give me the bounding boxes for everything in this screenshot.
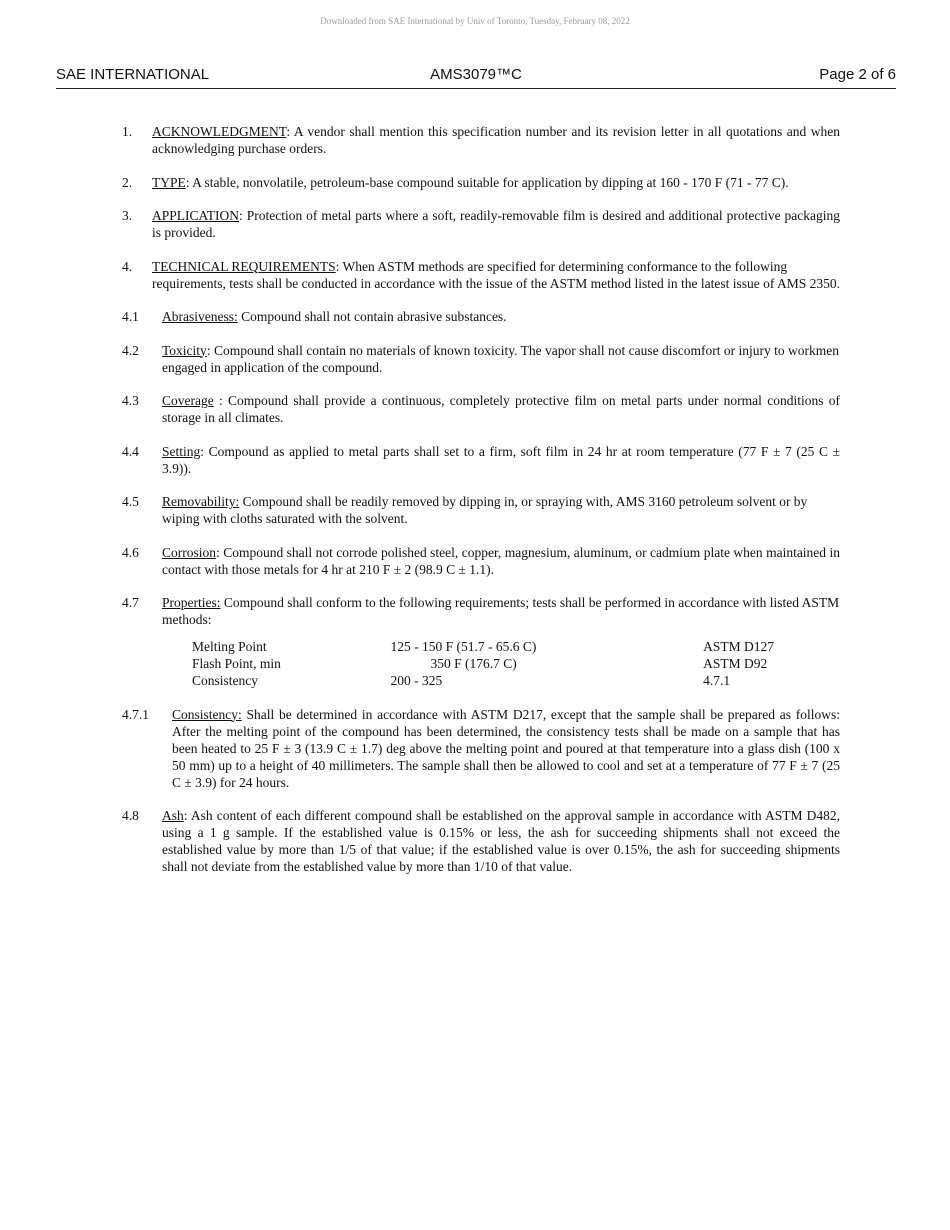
section-number: 4.4 bbox=[122, 443, 139, 459]
property-method: ASTM D127 bbox=[703, 639, 774, 654]
section-text: Compound shall not contain abrasive substances. bbox=[237, 309, 507, 324]
header-doc-number: AMS3079™C bbox=[430, 66, 522, 83]
section-title: APPLICATION bbox=[152, 208, 240, 223]
section-number: 4.2 bbox=[122, 342, 139, 358]
section-text: Compound shall be readily removed by dipping in, or spraying with, AMS 3160 petroleum solvent or by wiping with cloths saturated with the solvent. bbox=[162, 494, 808, 526]
section-title: Abrasiveness: bbox=[162, 309, 238, 324]
section-4-2-toxicity bbox=[122, 342, 840, 376]
table-row bbox=[192, 672, 840, 689]
properties-table bbox=[192, 638, 840, 689]
section-title: Coverage bbox=[162, 393, 214, 408]
section-separator: : bbox=[185, 174, 190, 190]
section-4-1-abrasiveness bbox=[122, 308, 840, 325]
section-separator: : bbox=[286, 124, 291, 139]
section-text: Compound as applied to metal parts shall set to a firm, soft film in 24 hr at room temperature (77 F ± 7 (25 C ± 3.9)). bbox=[162, 443, 840, 476]
section-number: 4.7 bbox=[122, 595, 139, 610]
section-title: Ash bbox=[162, 808, 184, 823]
section-4-4-setting bbox=[122, 443, 840, 477]
section-text: When ASTM methods are specified for determining conformance to the following requirements, tests shall be conducted in accordance with the issue of the ASTM method listed in the latest issue of AMS 2350. bbox=[152, 258, 840, 291]
property-value: 350 F (176.7 C) bbox=[430, 656, 517, 671]
property-method: 4.7.1 bbox=[703, 673, 731, 688]
header-org: SAE INTERNATIONAL bbox=[56, 66, 210, 83]
section-number: 1. bbox=[122, 124, 133, 139]
section-4-technical-requirements bbox=[122, 258, 840, 292]
section-text: Protection of metal parts where a soft, readily-removable film is desired and additional protective packaging is provided. bbox=[152, 208, 840, 240]
section-4-6-corrosion bbox=[122, 544, 840, 578]
section-number: 4.3 bbox=[122, 393, 139, 408]
property-method: ASTM D92 bbox=[703, 656, 768, 671]
section-title: ACKNOWLEDGMENT bbox=[152, 124, 287, 139]
section-title: Consistency: bbox=[172, 706, 242, 722]
section-text: Compound shall provide a continuous, completely protective film on metal parts under normal conditions of storage in all climates. bbox=[162, 393, 840, 425]
section-2-type bbox=[122, 174, 840, 191]
section-separator: : bbox=[335, 258, 340, 274]
section-number: 4.5 bbox=[122, 494, 139, 509]
section-text: Shall be determined in accordance with ASTM D217, except that the sample shall be prepared as follows: After the melting point of the compound has been determined, the consistency tests shall be made on a sample that has been heated to 25 F ± 3 (13.9 C ± 1.7) deg above the melting point and poured at that temperature into a glass dish (100 x 50 mm) up to a height of 40 millimeters. The sample shall then be allowed to cool and set at a temperature of 77 F ± 7 (25 C ± 3.9) for 24 hours. bbox=[172, 706, 840, 790]
section-4-8-ash bbox=[122, 807, 840, 875]
section-title: TECHNICAL REQUIREMENTS bbox=[152, 258, 336, 274]
section-text: Ash content of each different compound shall be established on the approval sample in accordance with ASTM D482, using a 1 g sample. If the established value is 0.15% or less, the ash for succeeding shipments shall not exceed the established value by more than 1/5 of that value; if the established value is over 0.15%, the ash for succeeding shipments shall not deviate from the established value by more than 1/10 of that value. bbox=[162, 808, 840, 874]
section-separator: : bbox=[206, 342, 211, 358]
section-title: Toxicity bbox=[162, 342, 207, 358]
section-4-7-1-consistency bbox=[122, 706, 840, 791]
property-value: 125 - 150 F (51.7 - 65.6 C) bbox=[390, 639, 537, 654]
section-4-7-properties bbox=[122, 594, 840, 689]
section-title: Setting bbox=[162, 443, 201, 459]
property-name: Melting Point bbox=[192, 639, 267, 654]
section-4-3-coverage bbox=[122, 392, 840, 426]
section-1-acknowledgment bbox=[122, 123, 840, 157]
section-title: Properties: bbox=[162, 595, 221, 610]
table-row bbox=[192, 655, 840, 672]
section-separator: : bbox=[183, 808, 188, 823]
section-separator: : bbox=[213, 393, 223, 408]
section-title: Corrosion bbox=[162, 544, 216, 560]
section-title: TYPE bbox=[152, 174, 186, 190]
section-number: 3. bbox=[122, 208, 133, 223]
section-text: Compound shall conform to the following requirements; tests shall be performed in accordance with listed ASTM methods: bbox=[162, 595, 840, 627]
section-number: 4.7.1 bbox=[122, 706, 149, 722]
section-number: 2. bbox=[122, 174, 133, 190]
section-number: 4. bbox=[122, 258, 133, 274]
property-value: 200 - 325 bbox=[390, 673, 443, 688]
section-text: Compound shall not corrode polished steel, copper, magnesium, aluminum, or cadmium plate when maintained in contact with those metals for 4 hr at 210 F ± 2 (98.9 C ± 1.1). bbox=[162, 544, 840, 577]
section-separator: : bbox=[239, 208, 243, 223]
document-body bbox=[122, 123, 840, 892]
section-separator: : bbox=[200, 443, 205, 459]
section-3-application bbox=[122, 207, 840, 241]
section-text: A stable, nonvolatile, petroleum-base compound suitable for application by dipping at 160 - 170 F (71 - 77 C). bbox=[189, 174, 789, 190]
section-separator: : bbox=[216, 544, 220, 560]
property-name: Flash Point, min bbox=[192, 656, 281, 671]
header-page-number: Page 2 of 6 bbox=[819, 66, 896, 83]
property-name: Consistency bbox=[192, 673, 258, 688]
section-text: Compound shall contain no materials of known toxicity. The vapor shall not cause discomfort or injury to workmen engaged in application of the compound. bbox=[162, 342, 839, 375]
table-row bbox=[192, 638, 840, 655]
section-number: 4.6 bbox=[122, 544, 139, 560]
section-number: 4.1 bbox=[122, 309, 139, 324]
section-4-5-removability bbox=[122, 493, 840, 527]
section-number: 4.8 bbox=[122, 808, 139, 823]
section-title: Removability: bbox=[162, 494, 240, 509]
page-header bbox=[56, 66, 896, 89]
download-note: Downloaded from SAE International by Univ of Toronto, Tuesday, February 08, 2022 bbox=[320, 16, 630, 26]
section-text: A vendor shall mention this specification number and its revision letter in all quotations and when acknowledging purchase orders. bbox=[152, 124, 840, 156]
